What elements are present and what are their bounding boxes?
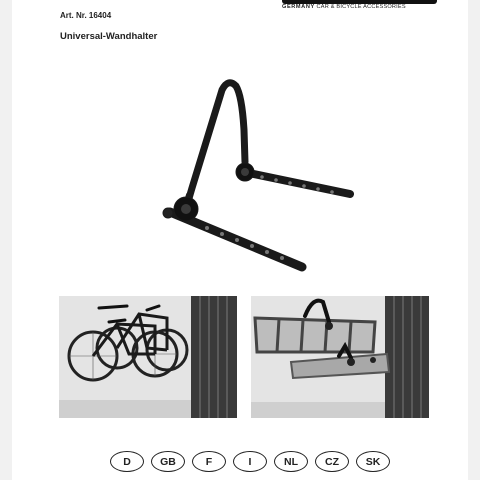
brand-logo — [282, 0, 442, 16]
usage-photo-ladder — [251, 296, 429, 418]
ladder-on-wall-illustration — [251, 296, 429, 418]
brand-tagline-text: CAR & BICYCLE ACCESSORIES — [314, 4, 406, 10]
language-button-sk[interactable]: SK — [356, 451, 390, 472]
article-number: Art. Nr. 16404 — [60, 11, 112, 20]
wall-slats — [191, 296, 237, 418]
brand-tagline-country: GERMANY — [282, 4, 315, 10]
wall-mount-frame — [185, 83, 245, 212]
manual-cover-page — [12, 0, 468, 480]
wall-slats — [385, 296, 429, 418]
language-button-i[interactable]: I — [233, 451, 267, 472]
product-title: Universal-Wandhalter — [60, 31, 158, 42]
language-button-f[interactable]: F — [192, 451, 226, 472]
language-button-cz[interactable]: CZ — [315, 451, 349, 472]
ladder — [255, 318, 375, 352]
brand-tagline — [282, 4, 406, 10]
product-image — [152, 70, 372, 280]
language-button-nl[interactable]: NL — [274, 451, 308, 472]
upper-arm — [236, 163, 350, 194]
usage-photo-bicycles — [59, 296, 237, 418]
language-button-d[interactable]: D — [110, 451, 144, 472]
language-button-gb[interactable]: GB — [151, 451, 185, 472]
bicycles-on-wall-illustration — [59, 296, 237, 418]
language-selector — [110, 451, 410, 473]
